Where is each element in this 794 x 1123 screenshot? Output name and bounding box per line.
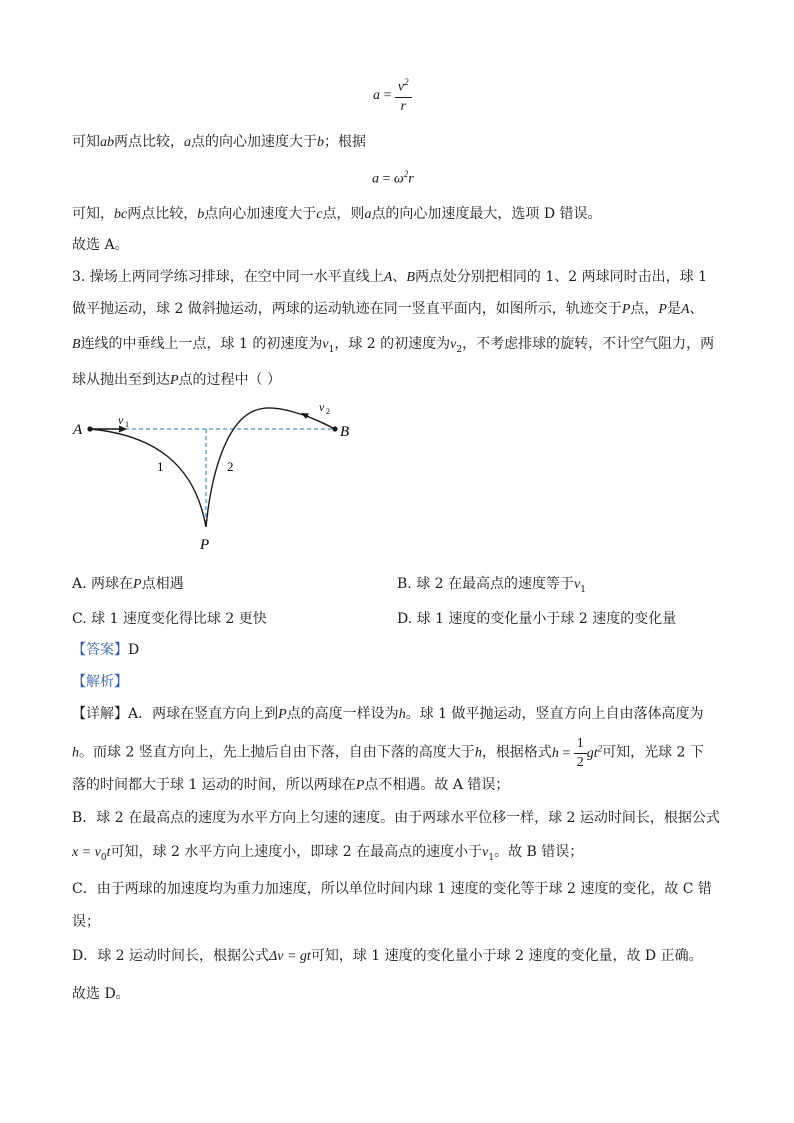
text: 、 — [689, 301, 704, 317]
text: 做平抛运动，球 2 做斜抛运动，两球的运动轨迹在同一竖直平面内，如图所示，轨迹交于 — [72, 301, 622, 317]
sub-1: 1 — [488, 852, 495, 863]
text: ，根据格式 — [481, 744, 552, 761]
text: 可知，球 1 速度的变化量小于球 2 速度的变化量，故 D 正确。 — [310, 948, 703, 964]
var-B: B — [72, 337, 81, 352]
final-answer: 故选 D。 — [72, 986, 130, 1002]
detail-c-line-1: C．由于两球的加速度均为重力加速度，所以单位时间内球 1 速度的变化等于球 2 速度的变化，故 C 错 — [72, 881, 712, 897]
detail-a-line-1 — [72, 703, 704, 723]
label-curve-1: 1 — [157, 459, 164, 474]
question-3-line-3 — [72, 333, 714, 355]
text: A．两球在竖直方向上到 — [128, 706, 279, 722]
var-b: b — [317, 135, 324, 150]
text: 两点处分别把相同的 1、2 两球同时击出，球 1 — [414, 269, 708, 285]
text: 点不相遇。故 A 错误； — [364, 777, 510, 793]
detail-d-line — [72, 945, 703, 965]
text: 点向心加速度大于 — [204, 206, 317, 222]
text: 球从抛出至到达 — [72, 372, 170, 388]
formula1-lhs: a — [373, 88, 380, 104]
text-line-2 — [72, 203, 602, 223]
var-v1: v — [574, 577, 581, 592]
var-A: A — [680, 302, 690, 317]
text: 点， — [630, 301, 659, 317]
text: 、 — [392, 269, 407, 285]
var-h: h — [551, 745, 559, 761]
label-v2: v — [319, 400, 325, 414]
formula-xv0t: x = v — [72, 845, 101, 860]
trajectory-figure — [65, 395, 365, 555]
var-h: h — [398, 707, 406, 722]
text: ，球 2 的初速度为 — [334, 336, 451, 352]
trajectory-2 — [206, 408, 335, 527]
text: B. 球 2 在最高点的速度等于 — [397, 576, 574, 592]
detail-b-line-2 — [72, 841, 583, 863]
var-c: c — [316, 207, 323, 222]
detail-a-line-2 — [72, 737, 704, 770]
formula2-omega: ω — [393, 171, 404, 187]
var-gt: gt — [586, 745, 598, 761]
sub-2: 2 — [456, 344, 463, 355]
var-A: A — [383, 270, 393, 285]
option-a[interactable] — [72, 573, 184, 593]
var-P: P — [621, 302, 631, 317]
text: 点的向心加速度最大，选项 D 错误。 — [371, 206, 602, 222]
text: 落的时间都大于球 1 运动的时间，所以两球在 — [72, 777, 356, 793]
answer-value: D — [128, 642, 140, 658]
text: 是 — [666, 301, 681, 317]
var-h: h — [72, 745, 79, 761]
formula2-r: r — [408, 171, 414, 187]
frac-den: 2 — [576, 755, 584, 770]
text: 可知 — [72, 134, 100, 150]
formula-delta-v: Δv = gt — [269, 949, 311, 964]
detail-a-line-3 — [72, 774, 509, 794]
sub-0: 0 — [100, 852, 107, 863]
formula-centripetal-omega: $a = \omega^2r$ — [372, 169, 414, 187]
text-line-1 — [72, 131, 366, 151]
text: 两点比较， — [114, 134, 184, 150]
text: ；根据 — [324, 134, 366, 150]
var-P: P — [170, 373, 179, 388]
answer-tag: 【答案】 — [72, 642, 128, 658]
sub-1: 1 — [580, 584, 586, 595]
var-h: h — [474, 745, 482, 761]
detail-c-line-2: 误； — [72, 914, 100, 930]
var-a: a — [364, 207, 372, 222]
question-3-line-1 — [72, 266, 707, 286]
label-curve-2: 2 — [227, 459, 234, 474]
label-p: P — [200, 537, 210, 553]
var-P: P — [133, 577, 142, 592]
var-v1: v — [482, 845, 489, 860]
text: A. 两球在 — [72, 576, 134, 592]
analysis-tag: 【解析】 — [72, 674, 128, 690]
var-v1: v — [322, 337, 329, 352]
formula1-num: v — [397, 79, 405, 95]
var-ab: ab — [100, 135, 114, 150]
label-v1-sub: 1 — [125, 420, 129, 429]
label-v1: v — [118, 413, 124, 427]
var-P: P — [278, 707, 287, 722]
var-v2: v — [450, 337, 457, 352]
point-a — [87, 426, 92, 431]
answer-line — [72, 639, 139, 659]
frac-num: 1 — [574, 737, 587, 754]
var-P: P — [658, 302, 667, 317]
var-t: t — [106, 845, 111, 860]
var-b: b — [197, 207, 205, 222]
sub-1: 1 — [328, 344, 335, 355]
option-c[interactable]: C. 球 1 速度变化得比球 2 更快 — [72, 611, 267, 627]
text: 可知，光球 2 下 — [602, 744, 704, 761]
text: 连线的中垂线上一点，球 1 的初速度为 — [80, 336, 323, 352]
var-P: P — [355, 778, 365, 793]
label-a: A — [73, 422, 83, 438]
text: 点，则 — [322, 206, 365, 222]
var-B: B — [406, 270, 415, 285]
v2-arrow — [305, 415, 333, 428]
text: 可知，球 2 水平方向上速度小，即球 2 在最高点的速度小于 — [110, 844, 483, 860]
label-b: B — [340, 424, 350, 440]
var-a: a — [184, 135, 191, 150]
formula1-exp: 2 — [404, 77, 409, 87]
formula1-den: r — [400, 98, 406, 114]
text: 。故 B 错误； — [494, 844, 584, 860]
detail-tag: 【详解】 — [72, 706, 128, 722]
formula-centripetal-v: a = $\frac{v^2}{r}$ — [373, 78, 412, 114]
question-3-line-2 — [72, 298, 704, 318]
text: 两点比较， — [127, 206, 198, 222]
formula-free-fall: h = $\frac{1}{2}$ $gt^2$ — [551, 736, 603, 770]
exp-2: 2 — [597, 743, 603, 754]
formula2-exp: 2 — [403, 169, 409, 179]
trajectory-1 — [90, 429, 206, 527]
text: 。球 1 做平抛运动，竖直方向上自由落体高度为 — [405, 706, 704, 722]
var-bc: bc — [114, 207, 128, 222]
text: 点的过程中（ ） — [178, 372, 282, 388]
text: 。而球 2 竖直方向上，先上抛后自由下落，自由下落的高度大于 — [79, 744, 475, 761]
label-v2-sub: 2 — [326, 407, 330, 416]
option-d[interactable]: D. 球 1 速度的变化量小于球 2 速度的变化量 — [397, 611, 677, 627]
option-b[interactable] — [397, 573, 586, 595]
detail-b-line-1: B．球 2 在最高点的速度为水平方向上匀速的速度。由于两球水平位移一样，球 2 运动时间长，根据公式 — [72, 810, 720, 826]
text: 点的高度一样设为 — [286, 706, 399, 722]
text: 3. 操场上两同学练习排球，在空中同一水平直线上 — [72, 269, 384, 285]
question-3-line-4 — [72, 369, 281, 389]
text: 点相遇 — [141, 576, 184, 592]
formula2-lhs: a — [372, 171, 379, 187]
text-line-3: 故选 A。 — [72, 237, 129, 253]
text: ，不考虑排球的旋转，不计空气阻力，两 — [462, 336, 715, 352]
text: 可知， — [72, 206, 114, 222]
text: D．球 2 运动时间长，根据公式 — [72, 948, 270, 964]
text: 点的向心加速度大于 — [191, 134, 317, 150]
point-b — [332, 426, 337, 431]
